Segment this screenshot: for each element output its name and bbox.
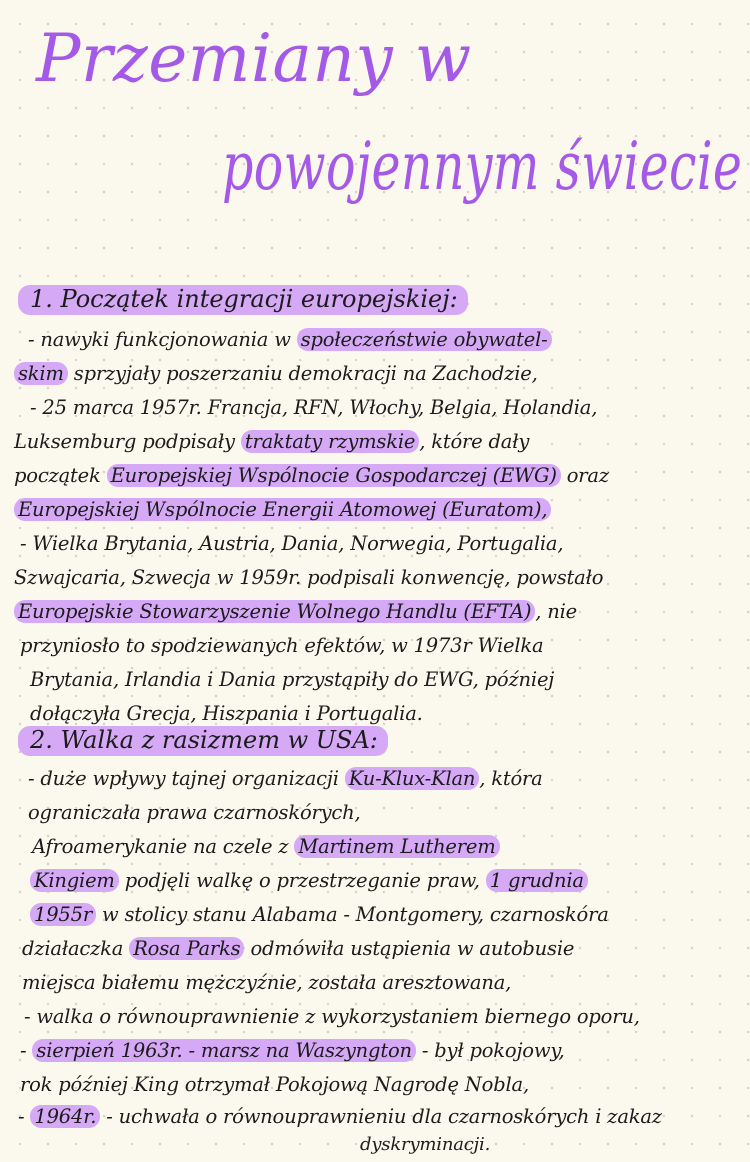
highlighted-text: Ku-Klux-Klan	[345, 767, 479, 790]
note-line	[14, 425, 529, 459]
page-title-line-2: powojennym świecie	[222, 128, 743, 205]
line-text: działaczka	[22, 937, 130, 960]
line-text: Afroamerykanie na czele z	[32, 835, 295, 858]
note-line	[14, 459, 609, 493]
note-line	[14, 357, 538, 391]
line-text: - Wielka Brytania, Austria, Dania, Norwegia, Portugalia,	[20, 532, 564, 555]
line-text: dyskryminacji.	[360, 1134, 491, 1155]
note-line	[32, 830, 500, 864]
line-text: oraz	[560, 464, 609, 487]
line-text: - był pokojowy,	[415, 1039, 565, 1062]
note-line	[24, 1000, 640, 1034]
note-line	[22, 966, 511, 1000]
line-text: -	[18, 1105, 31, 1128]
highlighted-text: traktaty rzymskie	[241, 430, 419, 453]
highlighted-text: 1964r.	[30, 1105, 100, 1128]
note-line	[14, 561, 603, 595]
line-text: - duże wpływy tajnej organizacji	[28, 767, 345, 790]
line-text: początek	[14, 464, 107, 487]
section-heading	[18, 285, 468, 313]
page-title-line-1: Przemiany w	[36, 20, 472, 97]
line-text: - walka o równouprawnienie z wykorzystaniem biernego oporu,	[24, 1005, 640, 1028]
section-heading-text: 2. Walka z rasizmem w USA:	[18, 726, 388, 756]
note-line	[18, 1100, 662, 1134]
note-line	[14, 595, 577, 629]
note-line	[28, 796, 361, 830]
line-text: ograniczała prawa czarnoskórych,	[28, 801, 361, 824]
note-line	[22, 932, 574, 966]
line-text: Szwajcaria, Szwecja w 1959r. podpisali konwencję, powstało	[14, 566, 604, 589]
highlighted-text: Kingiem	[30, 869, 119, 892]
highlighted-text: skim	[14, 362, 68, 385]
note-line	[28, 762, 543, 796]
section-heading-text: 1. Początek integracji europejskiej:	[18, 285, 468, 315]
line-text: -	[20, 1039, 33, 1062]
note-line	[30, 391, 597, 425]
note-line	[20, 1034, 565, 1068]
highlighted-text: Rosa Parks	[129, 937, 244, 960]
highlighted-text: społeczeństwie obywatel-	[297, 328, 552, 351]
line-text: - nawyki funkcjonowania w	[28, 328, 297, 351]
line-text: miejsca białemu mężczyźnie, została aresztowana,	[22, 971, 512, 994]
line-text: Luksemburg podpisały	[14, 430, 241, 453]
line-text: , które dały	[419, 430, 530, 453]
section-heading	[18, 726, 388, 754]
note-line	[30, 663, 554, 697]
line-text: odmówiła ustąpienia w autobusie	[244, 937, 575, 960]
line-text: w stolicy stanu Alabama - Montgomery, czarnoskóra	[95, 903, 609, 926]
note-line	[30, 864, 588, 898]
line-text: , nie	[535, 600, 577, 623]
highlighted-text: Europejskiej Wspólnocie Gospodarczej (EWG)	[107, 464, 561, 487]
note-line	[360, 1128, 490, 1162]
note-line	[20, 629, 543, 663]
line-text: , która	[479, 767, 543, 790]
highlighted-text: Martinem Lutherem	[294, 835, 499, 858]
note-line	[30, 898, 609, 932]
line-text: - uchwała o równouprawnieniu dla czarnoskórych i zakaz	[100, 1105, 662, 1128]
highlighted-text: Europejskiej Wspólnocie Energii Atomowej (Euratom),	[14, 498, 551, 521]
line-text: - 25 marca 1957r. Francja, RFN, Włochy, Belgia, Holandia,	[30, 396, 598, 419]
highlighted-text: Europejskie Stowarzyszenie Wolnego Handlu (EFTA)	[14, 600, 535, 623]
note-line	[20, 1068, 529, 1102]
line-text: przyniosło to spodziewanych efektów, w 1973r Wielka	[20, 634, 544, 657]
highlighted-text: 1955r	[30, 903, 96, 926]
line-text: rok później King otrzymał Pokojową Nagrodę Nobla,	[20, 1073, 529, 1096]
note-line	[14, 493, 551, 527]
line-text: sprzyjały poszerzaniu demokracji na Zachodzie,	[67, 362, 538, 385]
note-line	[28, 323, 552, 357]
line-text: dołączyła Grecja, Hiszpania i Portugalia.	[30, 702, 423, 725]
line-text: podjęli walkę o przestrzeganie praw,	[118, 869, 486, 892]
note-line	[20, 527, 563, 561]
highlighted-text: 1 grudnia	[486, 869, 588, 892]
highlighted-text: sierpień 1963r. - marsz na Waszyngton	[32, 1039, 415, 1062]
line-text: Brytania, Irlandia i Dania przystąpiły do EWG, później	[30, 668, 555, 691]
